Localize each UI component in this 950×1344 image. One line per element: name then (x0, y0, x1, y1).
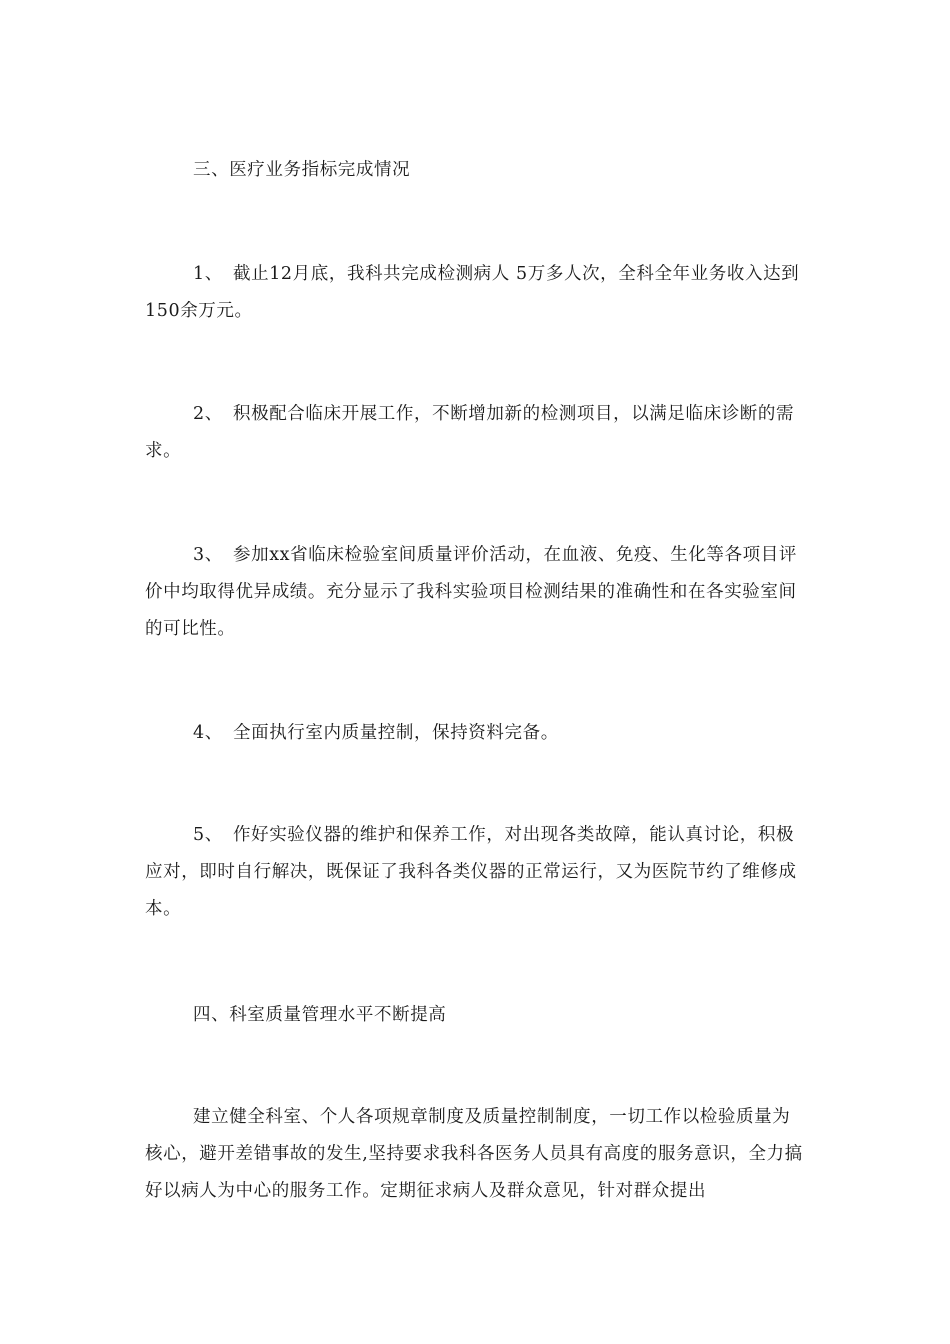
list-item-text: 截止12月底，我科共完成检测病人 5万多人次，全科全年业务收入达到150余万元。 (145, 264, 800, 321)
section-heading-4: 四、科室质量管理水平不断提高 (193, 1005, 447, 1025)
section-heading-3: 三、医疗业务指标完成情况 (193, 160, 411, 180)
list-item-number: 1、 (193, 264, 223, 284)
list-item-4 (145, 715, 805, 752)
list-item-number: 2、 (193, 404, 223, 424)
list-item-number: 5、 (193, 825, 223, 845)
section-4-body: 建立健全科室、个人各项规章制度及质量控制制度，一切工作以检验质量为核心，避开差错事故的发生,坚持要求我科各医务人员具有高度的服务意识，全力搞好以病人为中心的服务工作。定期征求病人及群众意见，针对群众提出 (145, 1107, 803, 1201)
list-item-1 (145, 256, 805, 330)
list-item-text: 作好实验仪器的维护和保养工作，对出现各类故障，能认真讨论，积极应对，即时自行解决，既保证了我科各类仪器的正常运行，又为医院节约了维修成本。 (145, 825, 797, 919)
list-item-number: 3、 (193, 545, 223, 565)
list-item-text: 参加xx省临床检验室间质量评价活动，在血液、免疫、生化等各项目评价中均取得优异成绩。充分显示了我科实验项目检测结果的准确性和在各实验室间的可比性。 (145, 545, 797, 639)
list-item-5 (145, 817, 805, 928)
list-item-number: 4、 (193, 723, 223, 743)
list-item-text: 全面执行室内质量控制，保持资料完备。 (233, 723, 559, 743)
list-item-text: 积极配合临床开展工作，不断增加新的检测项目，以满足临床诊断的需求。 (145, 404, 795, 461)
list-item-3 (145, 537, 805, 648)
list-item-2 (145, 396, 805, 470)
